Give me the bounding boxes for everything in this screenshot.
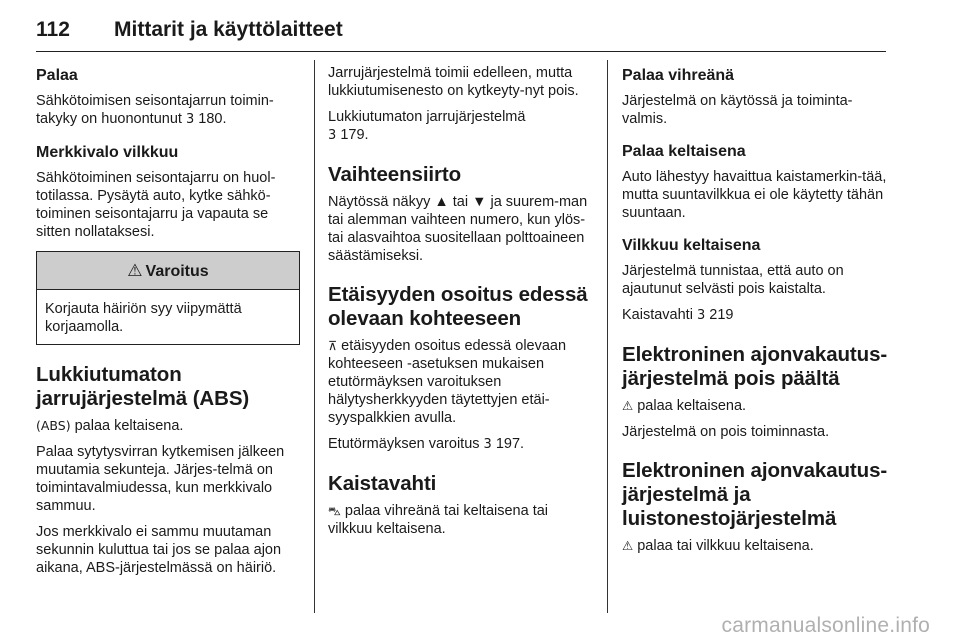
page-ref-arrow-icon: 3 [696, 308, 706, 323]
warning-text: Korjauta häiriön syy viipymättä korjaamolla. [45, 301, 242, 335]
heading-palaa-keltaisena: Palaa keltaisena [622, 143, 746, 160]
heading-kaistavahti: Kaistavahti [328, 472, 437, 495]
esp-tcs-icon: ⚠ [622, 538, 634, 553]
paragraph-continuation: Jarrujärjestelmä toimii edelleen, mutta lukkiutumisenesto on kytkeyty-nyt pois. [328, 65, 579, 99]
paragraph-esp-pois-2: Järjestelmä on pois toiminnasta. [622, 424, 830, 440]
column-3 [622, 60, 890, 563]
heading-palaa-vihreana: Palaa vihreänä [622, 67, 735, 84]
column-1 [36, 60, 300, 585]
page-number: 112 [36, 18, 70, 41]
page-header [36, 12, 886, 52]
paragraph-merkkivalo: Sähkötoiminen seisontajarru on huol-totilassa. Pysäytä auto, kytke sähkö-toiminen seisontajarru ja vapauta se sitten nollataksesi. [36, 170, 276, 240]
paragraph-etutormays-ref: Etutörmäyksen varoitus 3 197. [328, 436, 525, 452]
heading-vilkkuu-keltaisena: Vilkkuu keltaisena [622, 237, 761, 254]
lane-assist-icon: ⛍ [328, 503, 341, 518]
paragraph-lukkiutumaton-ref: Lukkiutumaton jarrujärjestelmä 3 179. [328, 109, 526, 143]
paragraph-abs-1: (ABS) palaa keltaisena. [36, 418, 184, 434]
paragraph-vilkkuu: Järjestelmä tunnistaa, että auto on ajautunut selvästi pois kaistalta. [622, 263, 844, 297]
heading-palaa: Palaa [36, 67, 78, 84]
paragraph-abs-2: Palaa sytytysvirran kytkemisen jälkeen muutamia sekunteja. Järjes-telmä on toimintavalmiudessa, kun merkkivalo sammuu. [36, 444, 285, 514]
warning-body [37, 290, 299, 344]
paragraph-vihreana: Järjestelmä on käytössä ja toiminta-valmis. [622, 93, 853, 127]
column-2 [328, 60, 594, 546]
page-ref-arrow-icon: 3 [328, 128, 337, 143]
esp-off-icon: ⚠ [622, 398, 634, 413]
page-ref-arrow-icon: 3 [185, 112, 195, 127]
following-distance-icon: ⊼ [328, 338, 338, 353]
heading-merkkivalo: Merkkivalo vilkkuu [36, 144, 179, 161]
warning-header: ⚠ Varoitus [37, 252, 299, 290]
column-divider-2 [607, 60, 608, 613]
column-divider-1 [314, 60, 315, 613]
heading-abs: Lukkiutumaton jarrujärjestelmä (ABS) [36, 363, 250, 410]
paragraph-esp-pois-1: ⚠ palaa keltaisena. [622, 398, 747, 414]
heading-esp-tcs: Elektroninen ajonvakautus-järjestelmä ja luistonestojärjestelmä [622, 459, 888, 530]
paragraph-palaa: Sähkötoimisen seisontajarrun toimin-takyky on huonontunut 3 180. [36, 93, 274, 127]
paragraph-esp-tcs: ⚠ palaa tai vilkkuu keltaisena. [622, 538, 814, 554]
page-ref-arrow-icon: 3 [483, 437, 492, 452]
heading-vaihteensiirto: Vaihteensiirto [328, 163, 462, 186]
paragraph-etaisyys: ⊼ etäisyyden osoitus edessä olevaan kohteeseen -asetuksen mukaisen etutörmäyksen varoituksen hälytysherkkyyden täytettyjen etäi-syyspalkkien avulla. [328, 338, 567, 426]
paragraph-abs-3: Jos merkkivalo ei sammu muutaman sekunnin kuluttua tai jos se palaa ajon aikana, ABS-järjestelmässä on häiriö. [36, 524, 282, 576]
warning-triangle-icon: ⚠ [127, 261, 143, 281]
paragraph-kaistavahti-ref: Kaistavahti 3 219 [622, 307, 734, 323]
paragraph-kaistavahti: ⛍ palaa vihreänä tai keltaisena tai vilkkuu keltaisena. [328, 503, 549, 537]
paragraph-keltaisena: Auto lähestyy havaittua kaistamerkin-tää, mutta suuntavilkkua ei ole käytetty tähän suuntaan. [622, 169, 887, 221]
paragraph-vaihteensiirto: Näytössä näkyy ▲ tai ▼ ja suurem-man tai alemman vaihteen numero, kun ylös- tai alasvaihtoa suositellaan polttoaineen säästämiseksi. [328, 194, 588, 264]
watermark: carmanualsonline.info [721, 614, 930, 637]
chapter-title: Mittarit ja käyttölaitteet [114, 18, 343, 41]
abs-warning-icon: (ABS) [36, 418, 71, 433]
heading-etaisyys: Etäisyyden osoitus edessä olevaan kohteeseen [328, 283, 588, 330]
warning-box [36, 251, 300, 345]
heading-esp-pois: Elektroninen ajonvakautus-järjestelmä pois päältä [622, 343, 888, 390]
